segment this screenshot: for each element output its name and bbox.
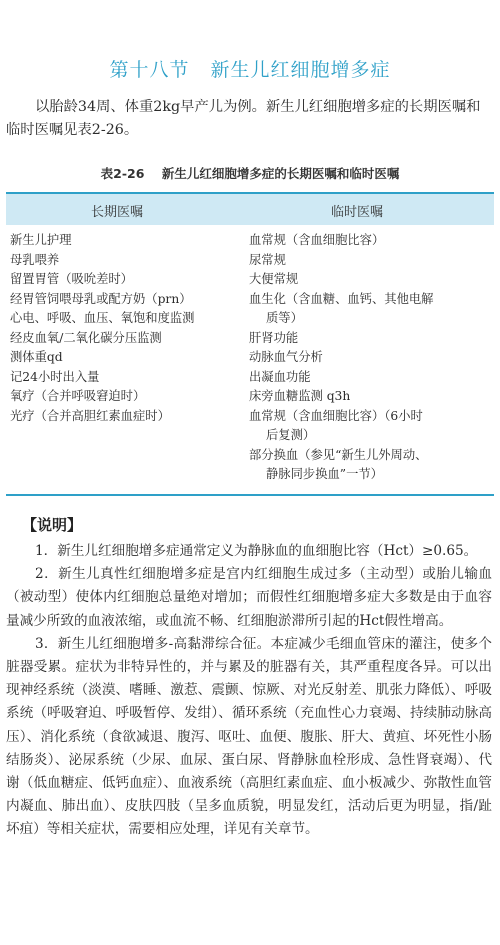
section-title: 第十八节 新生儿红细胞增多症	[109, 59, 391, 81]
temp-orders-column	[249, 231, 492, 485]
temp-order-item: 血常规（含血细胞比容）（6小时 后复测）	[249, 408, 423, 442]
temp-order-item: 部分换血（参见“新生儿外周动、 静脉同步换血”一节）	[249, 447, 428, 481]
table-caption: 表2-26 新生儿红细胞增多症的长期医嘱和临时医嘱	[100, 166, 400, 181]
temp-order-item: 肝肾功能	[249, 330, 299, 345]
long-order-item: 母乳喂养	[10, 252, 60, 267]
long-order-item: 记24小时出入量	[10, 369, 100, 384]
long-orders-column	[10, 231, 250, 426]
long-order-item: 留置胃管（吸吮差时）	[10, 272, 133, 286]
long-order-item: 经胃管饲喂母乳或配方奶（prn）	[10, 291, 192, 306]
temp-order-item: 血常规（含血细胞比容）	[249, 233, 385, 247]
long-order-item: 光疗（合并高胆红素血症时）	[10, 408, 170, 423]
temp-order-item: 出凝血功能	[249, 369, 311, 384]
intro-paragraph: 以胎龄34周、体重2kg早产儿为例。新生儿红细胞增多症的长期医嘱和临时医嘱见表2-26。	[6, 99, 481, 138]
note-paragraph: 1．新生儿红细胞增多症通常定义为静脉血的血细胞比容（Hct）≥0.65。	[35, 543, 478, 559]
long-order-item: 测体重qd	[10, 350, 63, 364]
temp-order-item: 血生化（含血糖、血钙、其他电解 质等）	[249, 291, 434, 325]
note-paragraph: 3．新生儿红细胞增多-高黏滞综合征。本症减少毛细血管床的灌注，使多个脏器受累。症状为非特异性的，并与累及的脏器有关，其严重程度各异。可以出现神经系统（淡漠、嗜睡、激惹、震颤、惊厥、对光反射差、肌张力降低）、呼吸系统（呼吸窘迫、呼吸暂停、发绀）、循环系统（充血性心力衰竭、持续肺动脉高压）、消化系统（食欲减退、腹泻、呕吐、血便、腹胀、肝大、黄疸、坏死性小肠结肠炎）、泌尿系统（少尿、血尿、蛋白尿、肾静脉血栓形成、急性肾衰竭）、代谢（低血糖症、低钙血症）、血液系统（高胆红素血症、血小板减少、弥散性血管内凝血、肺出血）、皮肤四肢（呈多血质貌，明显发红，活动后更为明显，指/趾坏疽）等相关症状，需要相应处理，详见有关章节。	[6, 635, 492, 838]
long-order-item: 经皮血氧/二氧化碳分压监测	[10, 330, 162, 345]
table-header	[6, 194, 494, 225]
long-order-item: 心电、呼吸、血压、氧饱和度监测	[10, 311, 195, 325]
long-order-item: 新生儿护理	[10, 233, 72, 247]
temp-order-item: 动脉血气分析	[249, 350, 323, 364]
temp-order-item: 床旁血糖监测 q3h	[249, 389, 351, 403]
notes-heading: 【说明】	[22, 516, 83, 534]
temp-order-item: 尿常规	[249, 252, 286, 267]
note-paragraph: 2．新生儿真性红细胞增多症是宫内红细胞生成过多（主动型）或胎儿输血（被动型）使体内红细胞总量绝对增加；而假性红细胞增多症大多数是由于血容量减少所致的血液浓缩，或血流不畅、红细胞淤滞所引起的Hct假性增高。	[6, 566, 492, 629]
notes-body	[6, 540, 492, 842]
header-temp-orders: 临时医嘱	[331, 205, 384, 220]
temp-order-item: 大便常规	[249, 272, 299, 286]
long-order-item: 氧疗（合并呼吸窘迫时）	[10, 389, 146, 403]
header-long-orders: 长期医嘱	[91, 205, 144, 220]
orders-table	[6, 192, 494, 496]
